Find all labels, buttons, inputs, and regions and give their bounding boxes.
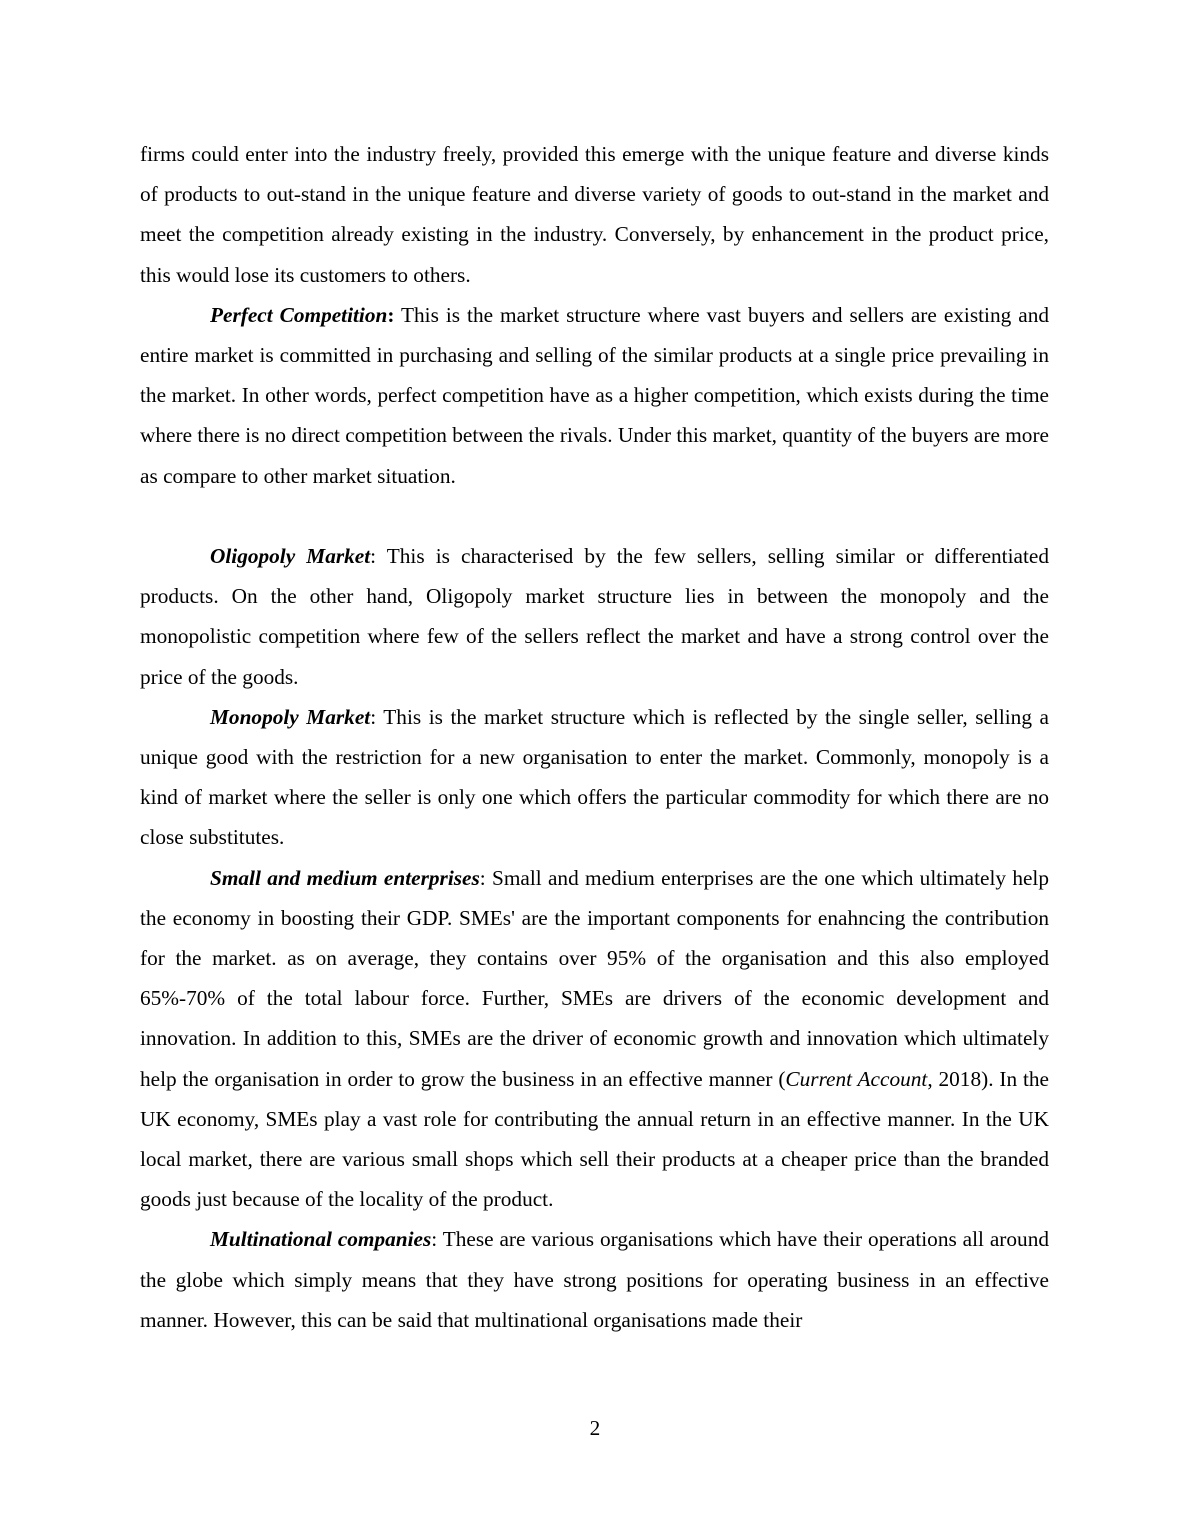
paragraph-monopoly — [140, 697, 1049, 858]
paragraph-text: : This is characterised by the few sellers, selling similar or differentiated products. On the other hand, Oligopoly market structure lies in between the monopoly and the monopolistic competition where few of the sellers reflect the market and have a strong control over the price of the goods. — [140, 544, 1049, 689]
term-small-medium-enterprises: Small and medium enterprises — [210, 865, 480, 890]
paragraph-sme — [140, 858, 1049, 1220]
paragraph-intro-continuation: firms could enter into the industry freely, provided this emerge with the unique feature and diverse kinds of products to out-stand in the unique feature and diverse variety of goods to out-stand in the market and meet the competition already existing in the industry. Conversely, by enhancement in the product price, this would lose its customers to others. — [140, 142, 1049, 287]
paragraph-text: This is the market structure where vast buyers and sellers are existing and entire market is committed in purchasing and selling of the similar products at a single price prevailing in the market. In other words, perfect competition have as a higher competition, which exists during the time where there is no direct competition between the rivals. Under this market, quantity of the buyers are more as compare to other market situation. — [140, 302, 1049, 488]
paragraph-multinational — [140, 1219, 1049, 1340]
page-number: 2 — [589, 1416, 601, 1440]
term-multinational-companies: Multinational companies — [210, 1227, 432, 1252]
paragraph-perfect-competition — [140, 295, 1049, 496]
paragraph-text: : These are various organisations which have their operations all around the globe which simply means that they have strong positions for operating business in an effective manner. However, this can be said that multinational organisations made their — [140, 1227, 1049, 1332]
citation-title: Current Account — [785, 1066, 928, 1091]
paragraph-oligopoly — [140, 536, 1049, 697]
paragraph-text: , 2018). In the UK economy, SMEs play a vast role for contributing the annual return in an effective manner. In the UK local market, there are various small shops which sell their products at a cheaper price than the branded goods just because of the locality of the product. — [140, 1066, 1049, 1212]
blank-line — [140, 496, 1049, 536]
document-body — [140, 134, 1049, 1340]
term-oligopoly-market: Oligopoly Market — [210, 544, 371, 569]
term-perfect-competition: Perfect Competition — [210, 302, 388, 327]
paragraph-text: : This is the market structure which is reflected by the single seller, selling a unique good with the restriction for a new organisation to enter the market. Commonly, monopoly is a kind of market where the seller is only one which offers the particular commodity for which there are no close substitutes. — [140, 704, 1049, 850]
term-monopoly-market: Monopoly Market — [210, 704, 371, 729]
term-separator: : — [387, 302, 395, 327]
paragraph-text: : Small and medium enterprises are the one which ultimately help the economy in boosting their GDP. SMEs' are the important components for enahncing the contribution for the market. as on average, they contains over 95% of the organisation and this also employed 65%-70% of the total labour force. Further, SMEs are drivers of the economic development and innovation. In addition to this, SMEs are the driver of economic growth and innovation which ultimately help the organisation in order to grow the business in an effective manner ( — [140, 865, 1049, 1091]
